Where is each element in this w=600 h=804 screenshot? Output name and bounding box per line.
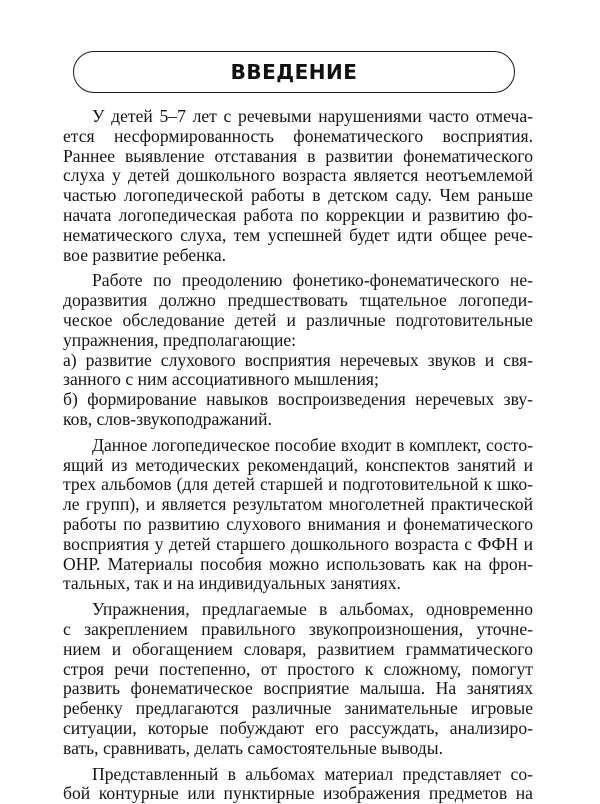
section-title: ВВЕДЕНИЕ: [231, 60, 358, 84]
list-item-b: б) формирование навыков воспроизведения неречевых зву-: [63, 390, 533, 410]
text-line: тальных, так и на индивидуальных занятиях.: [63, 574, 533, 594]
text-line: вать, сравнивать, делать самостоятельные выводы.: [63, 739, 533, 759]
paragraph-intro: [63, 107, 533, 265]
list-item-b-continued: ков, слов-звукоподражаний.: [63, 410, 533, 430]
text-line: слуха у детей дошкольного возраста является неотъемлемой: [63, 166, 533, 186]
text-line: упражнения, предполагающие:: [63, 331, 533, 351]
text-line: трех альбомов (для детей старшей и подготовительной к шко-: [63, 475, 533, 495]
paragraph-preparation: [63, 271, 533, 429]
text-line: ящий из методических рекомендаций, конспектов занятий и: [63, 456, 533, 476]
text-line: ребенку предлагаются различные занимательные игровые: [63, 699, 533, 719]
text-line: частью логопедической работы в детском саду. Чем раньше: [63, 186, 533, 206]
text-line: Упражнения, предлагаемые в альбомах, одновременно: [63, 600, 533, 620]
text-line: Представленный в альбомах материал представляет со-: [63, 765, 533, 785]
text-line: работы по развитию слухового внимания и фонематического: [63, 515, 533, 535]
text-line: Работе по преодолению фонетико-фонематического не-: [63, 271, 533, 291]
text-line: Данное логопедическое пособие входит в комплект, состо-: [63, 436, 533, 456]
section-heading-frame: [73, 51, 515, 93]
list-item-a: а) развитие слухового восприятия неречевых звуков и свя-: [63, 351, 533, 371]
text-line: ситуации, которые побуждают его рассуждать, анализиро-: [63, 719, 533, 739]
text-line: доразвития должно предшествовать тщательное логопеди-: [63, 291, 533, 311]
text-line: Раннее выявление отставания в развитии фонематического: [63, 147, 533, 167]
paragraph-manual: [63, 436, 533, 594]
paragraph-material: [63, 765, 533, 804]
paragraph-exercises: [63, 600, 533, 758]
text-line: развить фонематическое восприятие малыша. На занятиях: [63, 679, 533, 699]
text-line: строя речи постепенно, от простого к сложному, помогут: [63, 660, 533, 680]
text-line: нематического слуха, тем успешней будет идти общее рече-: [63, 226, 533, 246]
text-line: ческое обследование детей и различные подготовительные: [63, 311, 533, 331]
text-line: нием и обогащением словаря, развитием грамматического: [63, 640, 533, 660]
text-line: начата логопедическая работа по коррекции и развитию фо-: [63, 206, 533, 226]
text-line: восприятия у детей старшего дошкольного возраста с ФФН и: [63, 535, 533, 555]
text-line: с закреплением правильного звукопроизношения, уточне-: [63, 620, 533, 640]
text-line: ОНР. Материалы пособия можно использовать как на фрон-: [63, 555, 533, 575]
text-line: вое развитие ребенка.: [63, 246, 533, 266]
text-line: ется несформированность фонематического восприятия.: [63, 127, 533, 147]
text-line: бой контурные или пунктирные изображения предметов на: [63, 784, 533, 804]
text-line: ле групп), и является результатом многолетней практической: [63, 495, 533, 515]
text-line: У детей 5–7 лет с речевыми нарушениями часто отмеча-: [63, 107, 533, 127]
body-text: [63, 107, 533, 804]
list-item-a-continued: занного с ним ассоциативного мышления;: [63, 370, 533, 390]
